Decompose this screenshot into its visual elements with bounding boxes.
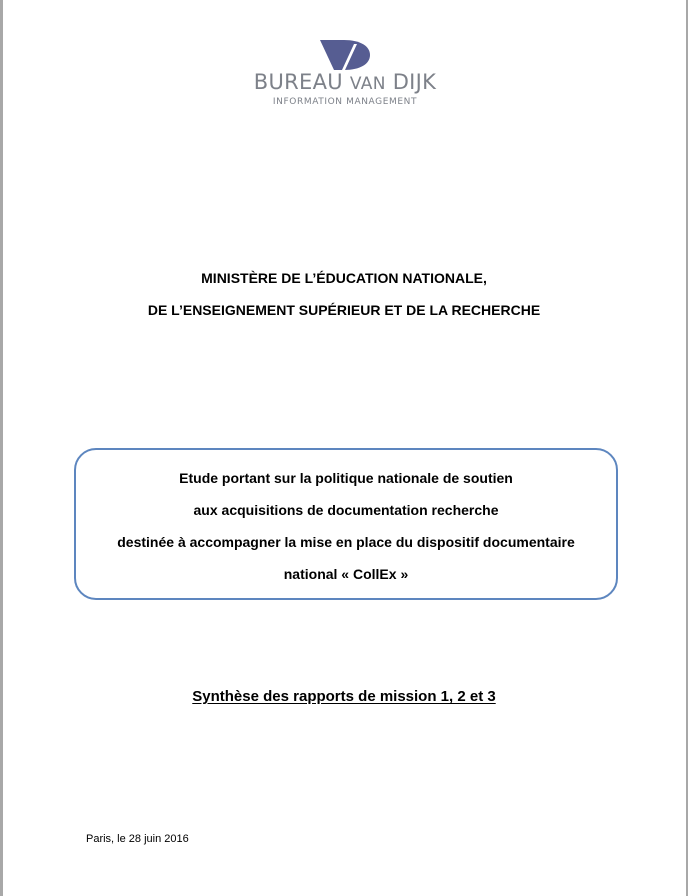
logo-tagline: INFORMATION MANAGEMENT [272, 97, 418, 107]
page-edge-left [0, 0, 3, 896]
ministry-line-2: DE L’ENSEIGNEMENT SUPÉRIEUR ET DE LA RECHERCHE [147, 302, 541, 318]
logo-brand-end: DIJK [392, 70, 437, 94]
study-title-line-1: Etude portant sur la politique nationale de soutien [179, 470, 513, 486]
study-title-line-4: national « CollEx » [283, 566, 409, 582]
study-title [76, 462, 616, 590]
logo-brand-van: VAN [349, 74, 386, 94]
study-title-line-3: destinée à accompagner la mise en place du dispositif documentaire [117, 534, 575, 550]
study-title-box [74, 448, 618, 600]
study-title-line-2: aux acquisitions de documentation recherche [193, 502, 499, 518]
bvd-v-logo-icon [320, 40, 370, 70]
logo-wordmark [230, 70, 460, 96]
document-date: Paris, le 28 juin 2016 [86, 833, 189, 845]
logo-brand-main: BUREAU [253, 70, 343, 94]
ministry-line-1: MINISTÈRE DE L’ÉDUCATION NATIONALE, [201, 270, 487, 286]
synthesis-title-text: Synthèse des rapports de mission 1, 2 et 3 [192, 688, 496, 705]
synthesis-title [40, 686, 648, 708]
ministry-heading [40, 262, 648, 326]
bureau-van-dijk-logo [230, 38, 460, 114]
